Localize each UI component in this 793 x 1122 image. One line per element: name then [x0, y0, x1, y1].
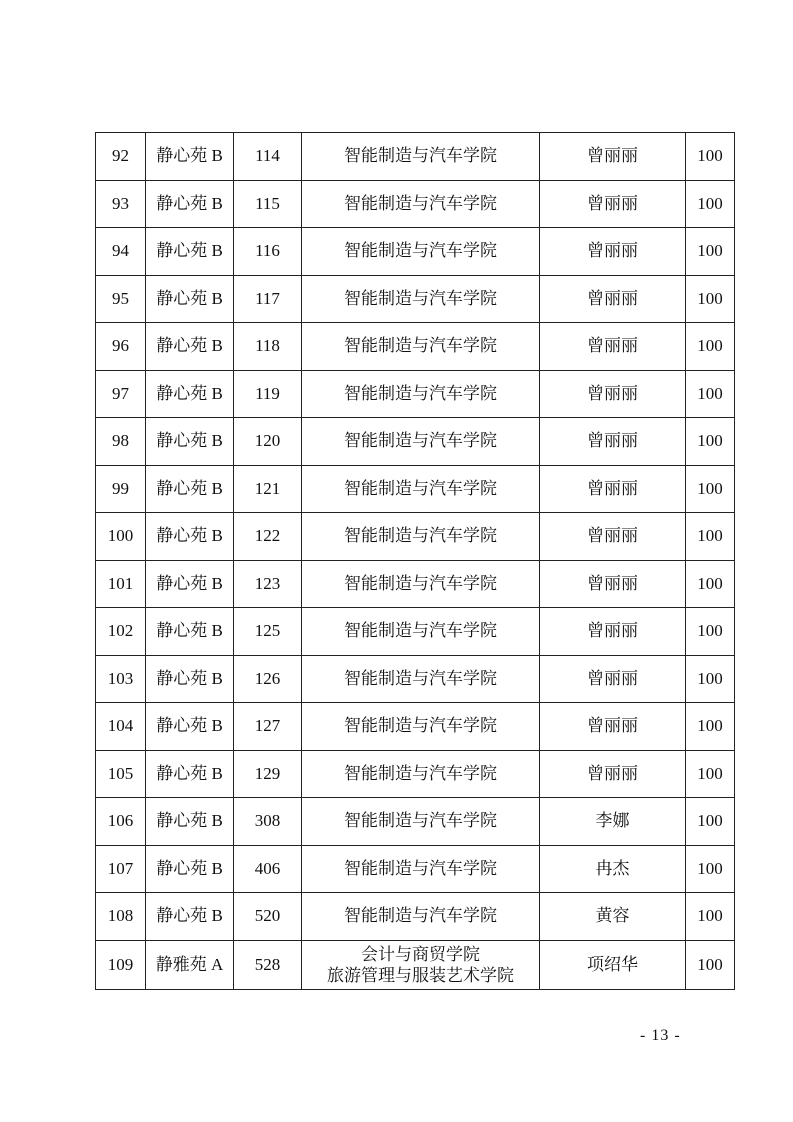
- college-cell: 智能制造与汽车学院: [302, 180, 540, 228]
- score-cell: 100: [686, 133, 735, 181]
- room-number-cell: 117: [234, 275, 302, 323]
- row-number-cell: 102: [96, 608, 146, 656]
- building-cell: 静心苑 B: [146, 323, 234, 371]
- score-cell: 100: [686, 560, 735, 608]
- row-number-cell: 92: [96, 133, 146, 181]
- building-cell: 静心苑 B: [146, 513, 234, 561]
- teacher-cell: 曾丽丽: [540, 323, 686, 371]
- table-row: [96, 228, 735, 276]
- dormitory-score-table: [95, 132, 735, 990]
- teacher-cell: 曾丽丽: [540, 275, 686, 323]
- teacher-cell: 曾丽丽: [540, 133, 686, 181]
- table-row: [96, 750, 735, 798]
- teacher-cell: 曾丽丽: [540, 228, 686, 276]
- table-row: [96, 845, 735, 893]
- building-cell: 静心苑 B: [146, 655, 234, 703]
- table-row: [96, 798, 735, 846]
- table-row: [96, 418, 735, 466]
- score-cell: 100: [686, 703, 735, 751]
- row-number-cell: 101: [96, 560, 146, 608]
- room-number-cell: 114: [234, 133, 302, 181]
- building-cell: 静心苑 B: [146, 133, 234, 181]
- room-number-cell: 129: [234, 750, 302, 798]
- room-number-cell: 308: [234, 798, 302, 846]
- score-cell: 100: [686, 798, 735, 846]
- room-number-cell: 127: [234, 703, 302, 751]
- table-row: [96, 323, 735, 371]
- score-cell: 100: [686, 893, 735, 941]
- row-number-cell: 103: [96, 655, 146, 703]
- room-number-cell: 118: [234, 323, 302, 371]
- page-number: - 13 -: [640, 1027, 681, 1044]
- row-number-cell: 108: [96, 893, 146, 941]
- room-number-cell: 126: [234, 655, 302, 703]
- building-cell: 静心苑 B: [146, 560, 234, 608]
- score-cell: 100: [686, 180, 735, 228]
- score-cell: 100: [686, 940, 735, 989]
- row-number-cell: 104: [96, 703, 146, 751]
- college-cell: 智能制造与汽车学院: [302, 275, 540, 323]
- score-cell: 100: [686, 608, 735, 656]
- building-cell: 静心苑 B: [146, 465, 234, 513]
- row-number-cell: 96: [96, 323, 146, 371]
- score-cell: 100: [686, 655, 735, 703]
- table-body: [96, 133, 735, 990]
- room-number-cell: 122: [234, 513, 302, 561]
- score-cell: 100: [686, 228, 735, 276]
- room-number-cell: 115: [234, 180, 302, 228]
- row-number-cell: 98: [96, 418, 146, 466]
- college-cell: 智能制造与汽车学院: [302, 798, 540, 846]
- score-cell: 100: [686, 750, 735, 798]
- table-row: [96, 370, 735, 418]
- room-number-cell: 125: [234, 608, 302, 656]
- row-number-cell: 107: [96, 845, 146, 893]
- row-number-cell: 95: [96, 275, 146, 323]
- college-cell: 智能制造与汽车学院: [302, 893, 540, 941]
- college-cell: 智能制造与汽车学院: [302, 560, 540, 608]
- teacher-cell: 曾丽丽: [540, 703, 686, 751]
- college-cell: 智能制造与汽车学院: [302, 513, 540, 561]
- table-row: [96, 133, 735, 181]
- building-cell: 静心苑 B: [146, 275, 234, 323]
- building-cell: 静心苑 B: [146, 845, 234, 893]
- row-number-cell: 106: [96, 798, 146, 846]
- score-cell: 100: [686, 465, 735, 513]
- college-cell: 智能制造与汽车学院: [302, 370, 540, 418]
- college-cell: 智能制造与汽车学院: [302, 323, 540, 371]
- teacher-cell: 曾丽丽: [540, 750, 686, 798]
- building-cell: 静心苑 B: [146, 798, 234, 846]
- college-cell: [302, 940, 540, 989]
- score-cell: 100: [686, 845, 735, 893]
- building-cell: 静心苑 B: [146, 228, 234, 276]
- college-cell: 智能制造与汽车学院: [302, 418, 540, 466]
- score-cell: 100: [686, 275, 735, 323]
- table-row: [96, 180, 735, 228]
- table-row: [96, 940, 735, 989]
- room-number-cell: 120: [234, 418, 302, 466]
- room-number-cell: 406: [234, 845, 302, 893]
- teacher-cell: 曾丽丽: [540, 560, 686, 608]
- row-number-cell: 105: [96, 750, 146, 798]
- college-cell: 智能制造与汽车学院: [302, 465, 540, 513]
- college-cell: 智能制造与汽车学院: [302, 845, 540, 893]
- teacher-cell: 曾丽丽: [540, 655, 686, 703]
- building-cell: 静心苑 B: [146, 750, 234, 798]
- room-number-cell: 520: [234, 893, 302, 941]
- college-cell: 智能制造与汽车学院: [302, 228, 540, 276]
- college-cell: 智能制造与汽车学院: [302, 133, 540, 181]
- teacher-cell: 曾丽丽: [540, 370, 686, 418]
- row-number-cell: 94: [96, 228, 146, 276]
- teacher-cell: 冉杰: [540, 845, 686, 893]
- building-cell: 静心苑 B: [146, 703, 234, 751]
- table-row: [96, 893, 735, 941]
- building-cell: 静心苑 B: [146, 608, 234, 656]
- building-cell: 静心苑 B: [146, 180, 234, 228]
- table-row: [96, 465, 735, 513]
- college-line-2: 旅游管理与服装艺术学院: [327, 965, 514, 985]
- table-row: [96, 608, 735, 656]
- table-row: [96, 275, 735, 323]
- room-number-cell: 528: [234, 940, 302, 989]
- teacher-cell: 曾丽丽: [540, 513, 686, 561]
- college-cell: 智能制造与汽车学院: [302, 703, 540, 751]
- building-cell: 静心苑 B: [146, 370, 234, 418]
- college-cell: 智能制造与汽车学院: [302, 655, 540, 703]
- college-cell: 智能制造与汽车学院: [302, 608, 540, 656]
- teacher-cell: 曾丽丽: [540, 608, 686, 656]
- college-cell: 智能制造与汽车学院: [302, 750, 540, 798]
- teacher-cell: 黄容: [540, 893, 686, 941]
- building-cell: 静雅苑 A: [146, 940, 234, 989]
- row-number-cell: 93: [96, 180, 146, 228]
- score-cell: 100: [686, 370, 735, 418]
- table-row: [96, 655, 735, 703]
- building-cell: 静心苑 B: [146, 418, 234, 466]
- row-number-cell: 100: [96, 513, 146, 561]
- teacher-cell: 曾丽丽: [540, 418, 686, 466]
- score-cell: 100: [686, 513, 735, 561]
- teacher-cell: 李娜: [540, 798, 686, 846]
- teacher-cell: 项绍华: [540, 940, 686, 989]
- table-row: [96, 513, 735, 561]
- row-number-cell: 99: [96, 465, 146, 513]
- room-number-cell: 119: [234, 370, 302, 418]
- teacher-cell: 曾丽丽: [540, 465, 686, 513]
- building-cell: 静心苑 B: [146, 893, 234, 941]
- score-cell: 100: [686, 418, 735, 466]
- score-cell: 100: [686, 323, 735, 371]
- table-row: [96, 703, 735, 751]
- room-number-cell: 123: [234, 560, 302, 608]
- row-number-cell: 97: [96, 370, 146, 418]
- teacher-cell: 曾丽丽: [540, 180, 686, 228]
- table-row: [96, 560, 735, 608]
- row-number-cell: 109: [96, 940, 146, 989]
- college-line-1: 会计与商贸学院: [361, 944, 480, 964]
- room-number-cell: 116: [234, 228, 302, 276]
- room-number-cell: 121: [234, 465, 302, 513]
